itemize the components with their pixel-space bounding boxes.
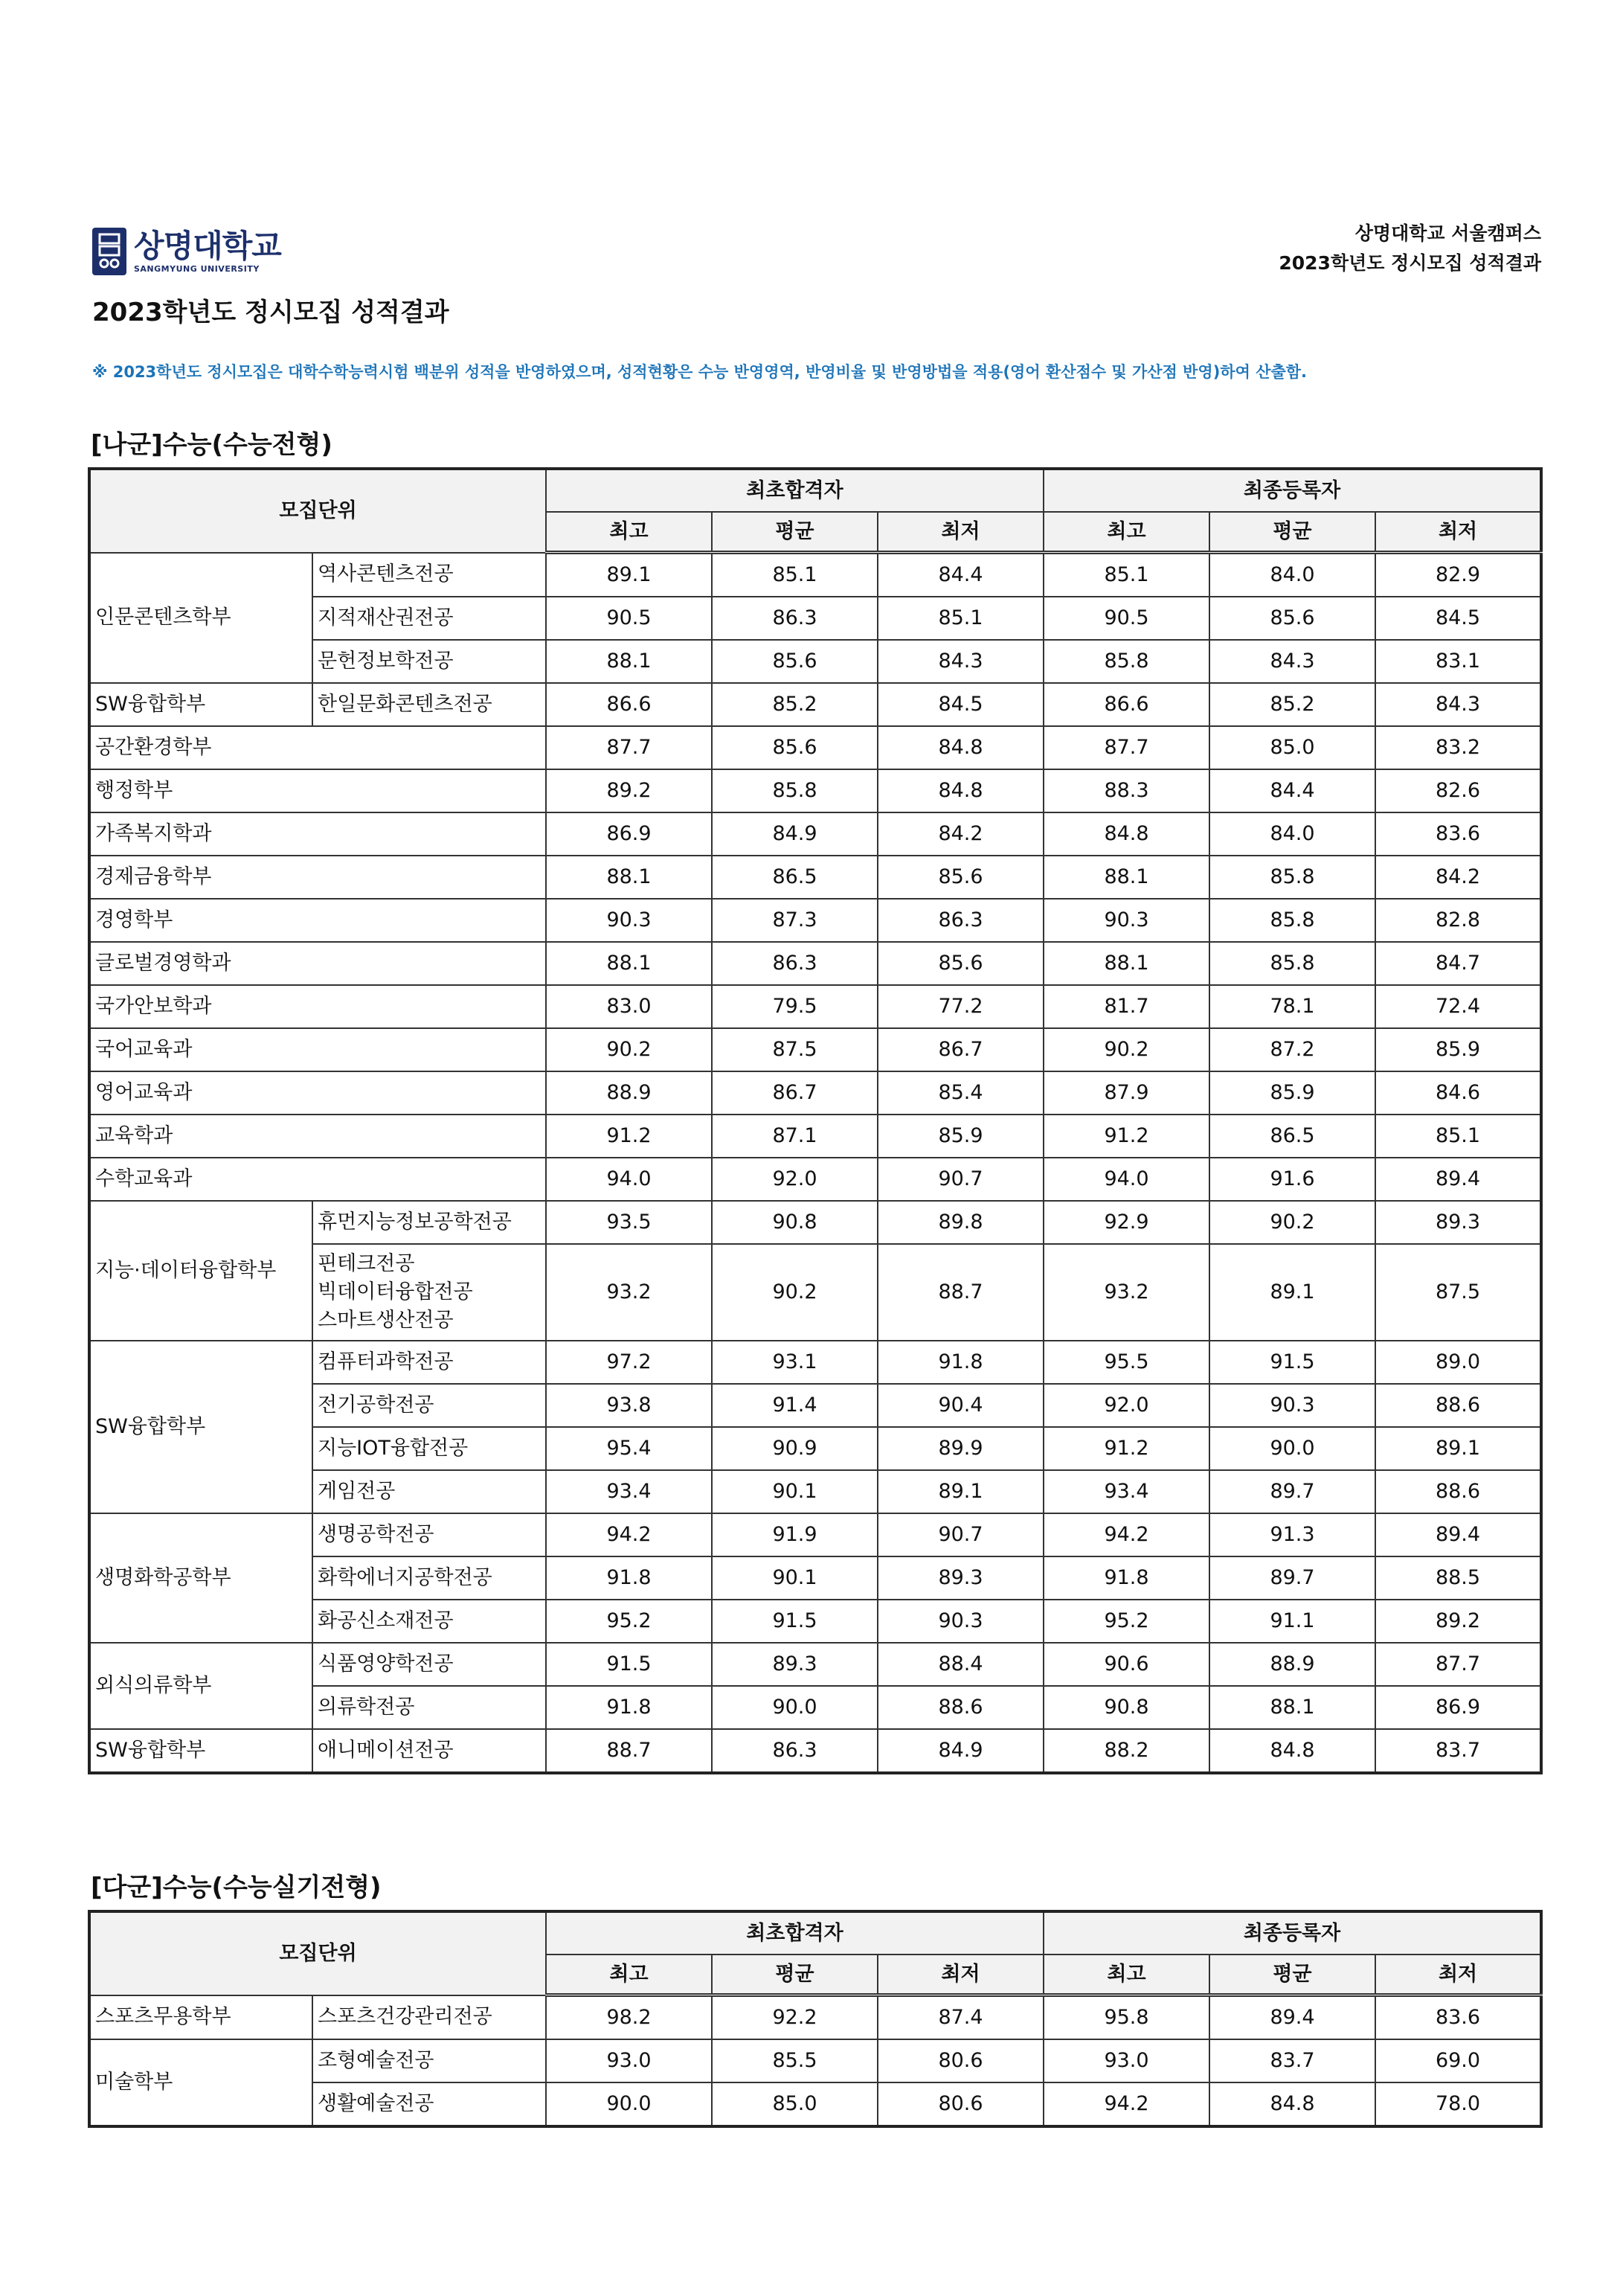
score-cell: 79.5 [712,985,878,1028]
table-row [89,1158,1541,1201]
major-line: 핀테크전공 [318,1252,415,1275]
score-cell: 82.9 [1375,553,1541,597]
major-line: 스마트생산전공 [318,1309,454,1332]
header-first-pass: 최초합격자 [546,469,1044,512]
score-cell: 85.6 [1209,597,1375,640]
score-cell: 93.8 [546,1384,712,1427]
logo-korean-name: 상명대학교 [134,227,281,264]
score-cell: 85.6 [878,856,1044,899]
university-logo [92,228,281,275]
major-cell: 의류학전공 [312,1686,546,1729]
score-cell: 89.1 [546,553,712,597]
score-cell: 87.7 [1044,726,1209,769]
score-cell: 85.4 [878,1071,1044,1115]
major-cell: 식품영양학전공 [312,1643,546,1686]
score-cell: 91.8 [546,1686,712,1729]
major-cell: 생활예술전공 [312,2082,546,2126]
score-cell: 85.1 [1375,1115,1541,1158]
score-cell: 83.7 [1209,2039,1375,2082]
dept-cell: 외식의류학부 [89,1643,312,1729]
score-cell: 86.7 [712,1071,878,1115]
score-cell: 81.7 [1044,985,1209,1028]
dept-cell: 경제금융학부 [89,856,546,899]
score-cell: 91.8 [878,1341,1044,1384]
major-cell: 지적재산권전공 [312,597,546,640]
score-cell: 91.3 [1209,1513,1375,1556]
score-cell: 89.2 [1375,1600,1541,1643]
dept-cell: 지능·데이터융합학부 [89,1201,312,1341]
score-cell: 89.4 [1375,1158,1541,1201]
score-cell: 84.4 [1209,769,1375,812]
score-cell: 91.8 [546,1556,712,1600]
score-cell: 86.7 [878,1028,1044,1071]
major-cell: 화학에너지공학전공 [312,1556,546,1600]
score-cell: 90.0 [712,1686,878,1729]
score-cell: 80.6 [878,2082,1044,2126]
score-cell: 88.2 [1044,1729,1209,1773]
score-cell: 91.5 [1209,1341,1375,1384]
header-right [1279,219,1541,278]
header-final-reg: 최종등록자 [1044,469,1541,512]
score-cell: 98.2 [546,1995,712,2040]
score-cell: 88.7 [546,1729,712,1773]
major-cell: 지능IOT융합전공 [312,1427,546,1470]
score-cell: 83.6 [1375,1995,1541,2040]
header-max: 최고 [1044,512,1209,553]
major-line: 빅데이터융합전공 [318,1280,473,1303]
score-cell: 95.5 [1044,1341,1209,1384]
score-cell: 89.7 [1209,1470,1375,1513]
major-cell: 문헌정보학전공 [312,640,546,683]
score-cell: 78.0 [1375,2082,1541,2126]
score-cell: 83.6 [1375,812,1541,856]
score-cell: 97.2 [546,1341,712,1384]
major-cell: 전기공학전공 [312,1384,546,1427]
logo-emblem-icon [92,228,126,275]
major-cell: 휴먼지능정보공학전공 [312,1201,546,1244]
score-cell: 91.5 [712,1600,878,1643]
score-cell: 90.2 [546,1028,712,1071]
score-cell: 84.9 [878,1729,1044,1773]
score-cell: 93.2 [1044,1244,1209,1341]
score-cell: 90.1 [712,1470,878,1513]
score-cell: 85.2 [1209,683,1375,726]
major-cell: 조형예술전공 [312,2039,546,2082]
score-cell: 84.8 [878,769,1044,812]
dept-cell: 스포츠무용학부 [89,1995,312,2040]
header-min: 최저 [878,512,1044,553]
score-cell: 85.1 [1044,553,1209,597]
score-cell: 88.5 [1375,1556,1541,1600]
major-cell: 컴퓨터과학전공 [312,1341,546,1384]
score-cell: 91.2 [546,1115,712,1158]
score-cell: 90.3 [878,1600,1044,1643]
score-cell: 91.9 [712,1513,878,1556]
score-cell: 85.2 [712,683,878,726]
table-row [89,1643,1541,1686]
score-cell: 88.6 [1375,1384,1541,1427]
major-cell: 애니메이션전공 [312,1729,546,1773]
score-cell: 84.6 [1375,1071,1541,1115]
table-row [89,1071,1541,1115]
major-cell [312,1244,546,1341]
score-cell: 85.8 [1209,942,1375,985]
score-cell: 86.3 [712,1729,878,1773]
table-row [89,942,1541,985]
score-cell: 91.4 [712,1384,878,1427]
score-cell: 83.0 [546,985,712,1028]
score-cell: 84.2 [1375,856,1541,899]
score-cell: 91.1 [1209,1600,1375,1643]
note-text: ※ 2023학년도 정시모집은 대학수학능력시험 백분위 성적을 반영하였으며, 성적현황은 수능 반영영역, 반영비율 및 반영방법을 적용(영어 환산점수 및 가산점 반영)하여 산출함. [92,363,1308,381]
score-cell: 87.9 [1044,1071,1209,1115]
dept-cell: 교육학과 [89,1115,546,1158]
score-cell: 87.3 [712,899,878,942]
score-cell: 86.3 [712,597,878,640]
table-row [89,2039,1541,2082]
table-row [89,1995,1541,2040]
score-cell: 85.6 [878,942,1044,985]
score-cell: 94.0 [1044,1158,1209,1201]
score-cell: 89.4 [1209,1995,1375,2040]
score-cell: 90.8 [1044,1686,1209,1729]
score-cell: 88.1 [1209,1686,1375,1729]
score-cell: 91.2 [1044,1115,1209,1158]
dept-cell: 경영학부 [89,899,546,942]
header-avg: 평균 [712,512,878,553]
score-cell: 84.8 [878,726,1044,769]
score-cell: 86.5 [712,856,878,899]
score-cell: 93.0 [1044,2039,1209,2082]
score-cell: 84.8 [1209,1729,1375,1773]
score-cell: 90.1 [712,1556,878,1600]
major-cell: 생명공학전공 [312,1513,546,1556]
score-cell: 90.5 [1044,597,1209,640]
dept-cell: 생명화학공학부 [89,1513,312,1643]
score-cell: 85.8 [712,769,878,812]
header-avg: 평균 [712,1955,878,1995]
header-avg: 평균 [1209,512,1375,553]
score-cell: 89.0 [1375,1341,1541,1384]
header-first-pass: 최초합격자 [546,1911,1044,1955]
score-cell: 69.0 [1375,2039,1541,2082]
score-cell: 83.7 [1375,1729,1541,1773]
score-cell: 90.3 [1044,899,1209,942]
header-max: 최고 [546,1955,712,1995]
score-cell: 82.8 [1375,899,1541,942]
major-cell: 스포츠건강관리전공 [312,1995,546,2040]
score-cell: 87.2 [1209,1028,1375,1071]
score-cell: 90.2 [1044,1028,1209,1071]
score-cell: 88.3 [1044,769,1209,812]
score-cell: 84.7 [1375,942,1541,985]
score-cell: 84.8 [1209,2082,1375,2126]
score-cell: 84.3 [1375,683,1541,726]
score-cell: 91.6 [1209,1158,1375,1201]
score-cell: 85.6 [712,640,878,683]
score-cell: 89.1 [878,1470,1044,1513]
score-cell: 83.2 [1375,726,1541,769]
table-row [89,683,1541,726]
score-cell: 88.9 [1209,1643,1375,1686]
score-cell: 94.2 [1044,1513,1209,1556]
major-cell: 화공신소재전공 [312,1600,546,1643]
score-cell: 83.1 [1375,640,1541,683]
score-cell: 90.6 [1044,1643,1209,1686]
score-cell: 88.7 [878,1244,1044,1341]
score-cell: 85.0 [1209,726,1375,769]
table-row [89,1729,1541,1773]
major-cell: 게임전공 [312,1470,546,1513]
score-cell: 88.4 [878,1643,1044,1686]
table-row [89,1341,1541,1384]
dept-cell: 행정학부 [89,769,546,812]
score-cell: 95.4 [546,1427,712,1470]
score-cell: 90.3 [546,899,712,942]
score-cell: 94.0 [546,1158,712,1201]
score-cell: 89.4 [1375,1513,1541,1556]
score-cell: 89.1 [1209,1244,1375,1341]
score-cell: 90.5 [546,597,712,640]
score-cell: 85.8 [1209,899,1375,942]
score-cell: 90.7 [878,1158,1044,1201]
header-doc-title: 2023학년도 정시모집 성적결과 [1279,252,1541,274]
score-cell: 90.3 [1209,1384,1375,1427]
header-max: 최고 [1044,1955,1209,1995]
score-cell: 87.5 [712,1028,878,1071]
score-cell: 86.3 [712,942,878,985]
score-cell: 92.2 [712,1995,878,2040]
score-cell: 93.1 [712,1341,878,1384]
score-cell: 84.9 [712,812,878,856]
score-cell: 94.2 [1044,2082,1209,2126]
score-cell: 84.2 [878,812,1044,856]
dept-cell: SW융합학부 [89,683,312,726]
table-row [89,899,1541,942]
score-cell: 90.0 [1209,1427,1375,1470]
dept-cell: 인문콘텐츠학부 [89,553,312,684]
score-cell: 88.1 [546,942,712,985]
score-cell: 91.5 [546,1643,712,1686]
score-cell: 88.1 [546,640,712,683]
score-cell: 92.9 [1044,1201,1209,1244]
score-cell: 84.5 [1375,597,1541,640]
score-cell: 88.6 [1375,1470,1541,1513]
score-cell: 92.0 [1044,1384,1209,1427]
table-row [89,1115,1541,1158]
table-row [89,553,1541,597]
header-unit: 모집단위 [89,469,546,553]
score-cell: 91.2 [1044,1427,1209,1470]
major-cell: 한일문화콘텐츠전공 [312,683,546,726]
score-cell: 90.2 [712,1244,878,1341]
table-row [89,856,1541,899]
score-cell: 86.5 [1209,1115,1375,1158]
results-table-da [88,1910,1543,2128]
major-cell: 역사콘텐츠전공 [312,553,546,597]
results-table-na [88,467,1543,1774]
header-min: 최저 [1375,1955,1541,1995]
score-cell: 85.8 [1209,856,1375,899]
score-cell: 84.3 [1209,640,1375,683]
score-cell: 95.2 [1044,1600,1209,1643]
score-cell: 86.9 [546,812,712,856]
score-cell: 89.1 [1375,1427,1541,1470]
score-cell: 85.0 [712,2082,878,2126]
score-cell: 93.0 [546,2039,712,2082]
table-row [89,769,1541,812]
dept-cell: SW융합학부 [89,1729,312,1773]
score-cell: 93.4 [1044,1470,1209,1513]
section-title-na: [나군]수능(수능전형) [91,430,332,460]
score-cell: 89.3 [1375,1201,1541,1244]
score-cell: 90.4 [878,1384,1044,1427]
campus-name: 상명대학교 서울캠퍼스 [1354,222,1541,244]
score-cell: 93.5 [546,1201,712,1244]
score-cell: 84.4 [878,553,1044,597]
dept-cell: 국가안보학과 [89,985,546,1028]
score-cell: 87.7 [1375,1643,1541,1686]
section-title-da: [다군]수능(수능실기전형) [91,1873,382,1902]
score-cell: 95.8 [1044,1995,1209,2040]
score-cell: 87.1 [712,1115,878,1158]
score-cell: 86.6 [1044,683,1209,726]
table-row [89,985,1541,1028]
dept-cell: 공간환경학부 [89,726,546,769]
dept-cell: SW융합학부 [89,1341,312,1513]
score-cell: 82.6 [1375,769,1541,812]
header-max: 최고 [546,512,712,553]
score-cell: 72.4 [1375,985,1541,1028]
score-cell: 85.5 [712,2039,878,2082]
score-cell: 94.2 [546,1513,712,1556]
table-row [89,1513,1541,1556]
score-cell: 80.6 [878,2039,1044,2082]
score-cell: 95.2 [546,1600,712,1643]
score-cell: 85.1 [712,553,878,597]
header-unit: 모집단위 [89,1911,546,1995]
score-cell: 90.7 [878,1513,1044,1556]
dept-cell: 국어교육과 [89,1028,546,1071]
score-cell: 88.1 [1044,856,1209,899]
dept-cell: 영어교육과 [89,1071,546,1115]
header-min: 최저 [1375,512,1541,553]
dept-cell: 수학교육과 [89,1158,546,1201]
dept-cell: 글로벌경영학과 [89,942,546,985]
score-cell: 91.8 [1044,1556,1209,1600]
score-cell: 93.4 [546,1470,712,1513]
score-cell: 89.3 [712,1643,878,1686]
score-cell: 84.5 [878,683,1044,726]
score-cell: 84.0 [1209,553,1375,597]
score-cell: 87.7 [546,726,712,769]
page-title: 2023학년도 정시모집 성적결과 [92,298,449,327]
score-cell: 84.0 [1209,812,1375,856]
score-cell: 77.2 [878,985,1044,1028]
score-cell: 89.8 [878,1201,1044,1244]
score-cell: 86.9 [1375,1686,1541,1729]
dept-cell: 가족복지학과 [89,812,546,856]
score-cell: 85.9 [878,1115,1044,1158]
header-avg: 평균 [1209,1955,1375,1995]
score-cell: 85.1 [878,597,1044,640]
score-cell: 84.3 [878,640,1044,683]
table-row [89,1201,1541,1244]
logo-english-name: SANGMYUNG UNIVERSITY [134,263,260,274]
score-cell: 85.6 [712,726,878,769]
score-cell: 89.7 [1209,1556,1375,1600]
dept-cell: 미술학부 [89,2039,312,2126]
score-cell: 90.2 [1209,1201,1375,1244]
score-cell: 87.4 [878,1995,1044,2040]
score-cell: 88.6 [878,1686,1044,1729]
score-cell: 85.8 [1044,640,1209,683]
header-min: 최저 [878,1955,1044,1995]
score-cell: 88.1 [1044,942,1209,985]
table-row [89,1028,1541,1071]
score-cell: 78.1 [1209,985,1375,1028]
score-cell: 85.9 [1375,1028,1541,1071]
score-cell: 86.6 [546,683,712,726]
score-cell: 88.1 [546,856,712,899]
score-cell: 84.8 [1044,812,1209,856]
score-cell: 86.3 [878,899,1044,942]
score-cell: 90.9 [712,1427,878,1470]
score-cell: 90.0 [546,2082,712,2126]
score-cell: 92.0 [712,1158,878,1201]
score-cell: 89.2 [546,769,712,812]
score-cell: 89.9 [878,1427,1044,1470]
score-cell: 90.8 [712,1201,878,1244]
score-cell: 88.9 [546,1071,712,1115]
header-final-reg: 최종등록자 [1044,1911,1541,1955]
score-cell: 89.3 [878,1556,1044,1600]
score-cell: 87.5 [1375,1244,1541,1341]
table-row [89,812,1541,856]
score-cell: 85.9 [1209,1071,1375,1115]
score-cell: 93.2 [546,1244,712,1341]
table-row [89,726,1541,769]
